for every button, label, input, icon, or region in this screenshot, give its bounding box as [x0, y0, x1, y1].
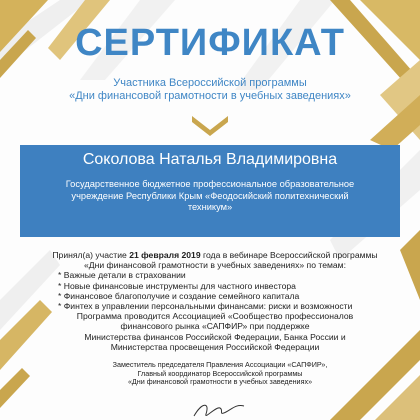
- participation-line-1: [40, 250, 390, 260]
- certificate-title: СЕРТИФИКАТ: [75, 22, 345, 64]
- topic-item: * Финтех в управлении персональными финансами: риски и возможности: [58, 301, 390, 311]
- note-line-4: Министерства просвещения Российской Федерации: [110, 341, 320, 352]
- certificate-body: [40, 250, 390, 352]
- gold-chevron-center: [192, 116, 228, 136]
- org-line-2: учреждение Республики Крым «Феодосийский политехнический: [71, 190, 349, 201]
- certificate-subtitle: [40, 77, 380, 103]
- footer-line-1: Заместитель председателя Правления Ассоциации «САПФИР»,: [112, 360, 328, 369]
- org-line-3: техникум»: [187, 202, 233, 212]
- participation-prefix: Принял(а) участие: [52, 250, 127, 260]
- signatory-block: [60, 361, 380, 387]
- recipient-name: Соколова Наталья Владимировна: [82, 151, 338, 168]
- recipient-organization: [40, 179, 380, 214]
- org-line-1: Государственное бюджетное профессиональное образовательное: [65, 179, 355, 189]
- topic-item: * Важные детали в страховании: [58, 270, 390, 280]
- participation-suffix: года в вебинаре Всероссийской программы: [203, 250, 378, 260]
- participation-date: 21 февраля 2019: [129, 250, 201, 260]
- gold-shape-right-2: [400, 230, 420, 300]
- program-note: [40, 311, 390, 352]
- subtitle-line-1: Участника Всероссийской программы: [113, 77, 307, 89]
- topics-intro: по темам:: [306, 260, 346, 271]
- footer-line-2: Главный координатор Всероссийской программы: [137, 368, 303, 378]
- gold-shape-bottom-left-2: [0, 368, 30, 408]
- subtitle-line-2: «Дни финансовой грамотности в учебных заведениях»: [69, 90, 351, 102]
- topic-item: * Новые финансовые инструменты для частного инвестора: [58, 281, 390, 291]
- recipient-band: [20, 145, 400, 237]
- topics-list: [40, 270, 390, 311]
- participation-line-2: [40, 260, 390, 270]
- note-line-1: Программа проводится Ассоциацией «Сообщество профессионалов: [76, 311, 354, 322]
- note-line-3: Министерства финансов Российской Федерации, Банка России и: [84, 331, 346, 342]
- note-line-2: финансового рынка «САПФИР» при поддержке: [120, 321, 310, 332]
- handwritten-signature: [190, 398, 250, 420]
- program-name: «Дни финансовой грамотности в учебных заведениях»: [84, 260, 305, 271]
- footer-line-3: «Дни финансовой грамотности в учебных заведениях»: [127, 377, 313, 387]
- topic-item: * Финансовое благополучие и создание семейного капитала: [58, 291, 390, 301]
